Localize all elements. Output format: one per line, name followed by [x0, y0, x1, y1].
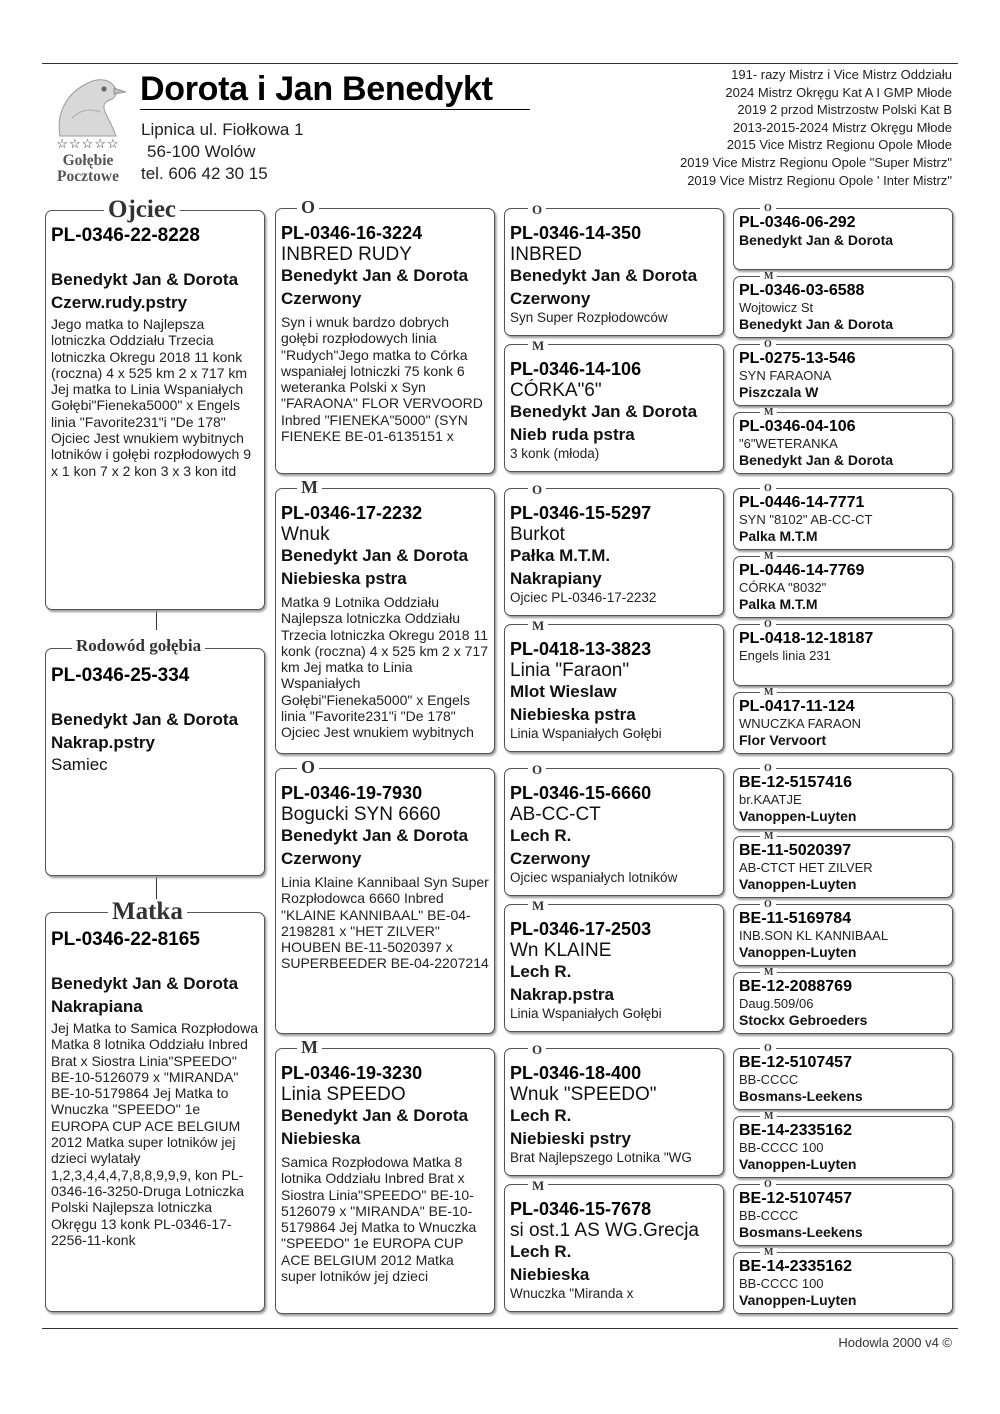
ancestor-card[interactable] [733, 1048, 953, 1110]
pigeon-owner: Pałka M.T.M. [510, 546, 611, 565]
pigeon-owner: Vanoppen-Luyten [739, 876, 857, 892]
pigeon-color: Czerwony [510, 848, 591, 868]
sex-label-m: M [760, 1112, 777, 1122]
great-grandparent-card[interactable] [504, 768, 724, 896]
ancestor-card[interactable] [733, 1184, 953, 1246]
pigeon-owner: Stockx Gebroeders [739, 1012, 868, 1028]
pigeon-ring: PL-0446-14-7771 [739, 494, 865, 511]
great-grandparent-card[interactable] [504, 904, 724, 1032]
achievement-item: 2024 Mistrz Okręgu Kat A I GMP Młode [725, 84, 952, 100]
pigeon-ring: PL-0346-17-2232 [281, 503, 423, 523]
sex-label-o: O [760, 764, 776, 774]
pigeon-ring: PL-0346-19-7930 [281, 783, 423, 803]
achievement-item: 2019 Vice Mistrz Regionu Opole "Super Mistrz" [680, 154, 952, 170]
father-note: Jego matka to Najlepsza lotniczka Oddziału Trzecia lotniczka Okregu 2018 11 konk (roczna) 4 x 525 km 2 x 717 km Jej matka to Linia Wspaniałych Gołębi"Fieneka5000" x Engels linia "Favorite231"i "De 178" Ojciec Jest wnukiem wybitnych lotników i gołębi rozpłodowych 9 x 1 kon 7 x 2 kon 3 x 3 kon itd [51, 316, 251, 479]
pigeon-owner: Piszczala W [739, 384, 819, 400]
ancestor-card[interactable] [733, 488, 953, 550]
sex-label-o: O [760, 900, 776, 910]
pigeon-ring: PL-0418-13-3823 [510, 639, 652, 659]
great-grandparent-card[interactable] [504, 624, 724, 752]
pigeon-name: INBRED RUDY [281, 244, 412, 265]
pigeon-name: Burkot [510, 524, 565, 545]
sex-label-m: M [760, 272, 777, 282]
mother-note: Jej Matka to Samica Rozpłodowa Matka 8 lotnika Oddziału Inbred Brat x Siostra Linia"SPEEDO" BE-10-5126079 x "MIRANDA" BE-10-5179864 Jej Matka to Wnuczka "SPEEDO" 1e EUROPA CUP ACE BELGIUM 2012 Matka super lotników jej dzieci wylatały 1,2,3,4,4,4,7,8,8,9,9,9, kon PL-0346-16-3250-Druga Lotniczka Polski Najlepsza lotniczka Okręgu 13 konk PL-0346-17-2256-11-konk [51, 1020, 258, 1248]
logo-text-line1: Gołębie [62, 152, 114, 169]
pigeon-note: Ojciec PL-0346-17-2232 [510, 590, 657, 605]
pigeon-owner: Vanoppen-Luyten [739, 1292, 857, 1308]
ancestor-card[interactable] [733, 208, 953, 270]
pigeon-head-icon [52, 74, 128, 138]
ancestor-card[interactable] [733, 344, 953, 406]
subject-owner: Benedykt Jan & Dorota [51, 710, 239, 729]
pigeon-ring: PL-0275-13-546 [739, 350, 856, 367]
mother-owner: Benedykt Jan & Dorota [51, 974, 239, 993]
sex-label-m: M [760, 832, 777, 842]
pigeon-name: WNUCZKA FARAON [739, 716, 862, 731]
sex-label-m: M [760, 968, 777, 978]
matka-label: Matka [108, 899, 187, 924]
pigeon-color: Niebieski pstry [510, 1128, 631, 1148]
bottom-rule [42, 1328, 958, 1329]
logo-stars: ☆☆☆☆☆ [56, 136, 120, 151]
pigeon-name: Wojtowicz St [739, 300, 814, 315]
pigeon-name: Wnuk "SPEEDO" [510, 1084, 657, 1105]
sex-label-m: M [760, 688, 777, 698]
sex-label-m: M [760, 1248, 777, 1258]
pigeon-ring: BE-12-5107457 [739, 1054, 852, 1071]
achievements-list [592, 66, 952, 189]
sex-label-o: O [760, 620, 776, 630]
pigeon-name: br.KAATJE [739, 792, 802, 807]
achievement-item: 191- razy Mistrz i Vice Mistrz Oddziału [731, 67, 952, 82]
subject-ring: PL-0346-25-334 [51, 665, 190, 686]
pigeon-color: Niebieska pstra [281, 568, 407, 588]
pigeon-ring: PL-0346-16-3224 [281, 223, 423, 243]
pigeon-ring: BE-14-2335162 [739, 1122, 852, 1139]
pigeon-owner: Palka M.T.M [739, 528, 818, 544]
pigeon-ring: PL-0346-15-7678 [510, 1199, 652, 1219]
pigeon-color: Czerwony [281, 288, 362, 308]
pigeon-name: Linia "Faraon" [510, 660, 630, 681]
ancestor-card[interactable] [733, 692, 953, 754]
pigeon-note: 3 konk (młoda) [510, 446, 600, 461]
pigeon-color: Czerwony [510, 288, 591, 308]
pigeon-owner: Lech R. [510, 826, 572, 845]
sex-label-o: O [528, 203, 546, 216]
pigeon-owner: Lech R. [510, 962, 572, 981]
sex-label-m: M [760, 408, 777, 418]
sex-label-m: M [760, 552, 777, 562]
father-color: Czerw.rudy.pstry [51, 292, 188, 312]
pigeon-name: BB-CCCC [739, 1072, 799, 1087]
pigeon-color: Nakrapiany [510, 568, 602, 588]
pigeon-name: Linia SPEEDO [281, 1084, 406, 1105]
achievement-item: 2015 Vice Mistrz Regionu Opole Młode [726, 137, 952, 153]
sex-label-o: O [528, 763, 546, 776]
pigeon-name: Wn KLAINE [510, 940, 612, 961]
grandparent-card[interactable] [275, 1048, 495, 1314]
pigeon-ring: BE-12-5157416 [739, 774, 852, 791]
pigeon-name: Bogucki SYN 6660 [281, 804, 441, 825]
sex-label-o: O [760, 340, 776, 350]
sex-label-m: M [528, 339, 548, 352]
sex-label-m: M [528, 899, 548, 912]
father-owner: Benedykt Jan & Dorota [51, 270, 239, 289]
pigeon-color: Nieb ruda pstra [510, 424, 635, 444]
pigeon-ring: BE-11-5020397 [739, 842, 852, 859]
pigeon-name: "6"WETERANKA [739, 436, 838, 451]
ancestor-card[interactable] [733, 624, 953, 686]
pigeon-owner: Benedykt Jan & Dorota [281, 546, 469, 565]
achievement-item: 2019 Vice Mistrz Regionu Opole ' Inter Mistrz" [687, 172, 952, 188]
great-grandparent-card[interactable] [504, 488, 724, 616]
pigeon-note: Brat Najlepszego Lotnika "WG [510, 1150, 692, 1165]
address-line2: 56-100 Wolów [147, 142, 256, 161]
pigeon-owner: Lech R. [510, 1106, 572, 1125]
ancestor-card[interactable] [733, 1252, 953, 1314]
achievement-item: 2019 2 przod Mistrzostw Polski Kat B [737, 102, 952, 118]
breeder-title: Dorota i Jan Benedykt [140, 70, 493, 108]
pigeon-ring: PL-0446-14-7769 [739, 562, 865, 579]
pigeon-owner: Benedykt Jan & Dorota [281, 266, 469, 285]
grandparent-card[interactable] [275, 488, 495, 754]
pigeon-ring: PL-0346-15-5297 [510, 503, 652, 523]
pigeon-ring: PL-0346-18-400 [510, 1063, 642, 1083]
pigeon-note: Matka 9 Lotnika Oddziału Najlepsza lotniczka Oddziału Trzecia lotniczka Okregu 2018 11 konk (roczna) 4 x 525 km 2 x 717 km Jej matka to Linia Wspaniałych Gołębi"Fieneka5000" x Engels linia "Favorite231"i "De 178" Ojciec Jest wnukiem wybitnych [281, 594, 488, 741]
ancestor-card[interactable] [733, 556, 953, 618]
phone: tel. 606 42 30 15 [141, 164, 268, 183]
pigeon-name: BB-CCCC [739, 1208, 799, 1223]
pigeon-ring: PL-0346-15-6660 [510, 783, 652, 803]
sex-label-o: O [760, 484, 776, 494]
pigeon-name: INB.SON KL KANNIBAAL [739, 928, 889, 943]
rodowod-label: Rodowód gołębia [72, 637, 205, 654]
pigeon-note: Linia Wspaniałych Gołębi [510, 1006, 662, 1021]
pigeon-owner: Lech R. [510, 1242, 572, 1261]
pigeon-owner: Bosmans-Leekens [739, 1088, 863, 1104]
pigeon-name: BB-CCCC 100 [739, 1276, 824, 1291]
sex-label-m: M [297, 478, 322, 496]
great-grandparent-card[interactable] [504, 1048, 724, 1176]
ancestor-card[interactable] [733, 276, 953, 338]
pigeon-ring: PL-0346-03-6588 [739, 282, 865, 299]
grandparent-card[interactable] [275, 208, 495, 474]
pigeon-owner: Benedykt Jan & Dorota [739, 452, 894, 468]
pigeon-logo [42, 68, 134, 184]
sex-label-m: M [528, 1179, 548, 1192]
pigeon-note: Syn Super Rozpłodowców [510, 310, 668, 325]
pigeon-note: Syn i wnuk bardzo dobrych gołębi rozpłodowych linia "Rudych"Jego matka to Córka wspaniałej lotniczki 75 konk 6 weteranka Polski x Syn "FARAONA" FLOR VERVOORD Inbred "FIENEKA"5000" (SYN FIENEKE BE-01-6135151 x [281, 314, 483, 445]
pigeon-owner: Mlot Wieslaw [510, 682, 617, 701]
sex-label-m: M [528, 619, 548, 632]
pigeon-color: Niebieska [281, 1128, 361, 1148]
ojciec-label: Ojciec [104, 197, 180, 222]
pigeon-name: CÓRKA "8032" [739, 580, 827, 595]
pigeon-ring: PL-0346-14-106 [510, 359, 642, 379]
father-ring: PL-0346-22-8228 [51, 225, 200, 246]
great-grandparent-card[interactable] [504, 1184, 724, 1312]
pigeon-owner: Benedykt Jan & Dorota [281, 826, 469, 845]
pigeon-ring: BE-11-5169784 [739, 910, 852, 927]
pigeon-owner: Flor Vervoort [739, 732, 827, 748]
pigeon-name: BB-CCCC 100 [739, 1140, 824, 1155]
pigeon-owner: Bosmans-Leekens [739, 1224, 863, 1240]
pigeon-owner: Vanoppen-Luyten [739, 944, 857, 960]
pigeon-ring: PL-0346-06-292 [739, 214, 856, 231]
pigeon-name: Daug.509/06 [739, 996, 814, 1011]
subject-sex: Samiec [51, 755, 108, 774]
pigeon-name: Wnuk [281, 524, 330, 545]
pigeon-ring: PL-0346-14-350 [510, 223, 642, 243]
sex-label-m: M [297, 1038, 322, 1056]
pigeon-ring: BE-14-2335162 [739, 1258, 852, 1275]
pigeon-ring: PL-0346-17-2503 [510, 919, 652, 939]
sex-label-o: O [528, 1043, 546, 1056]
pigeon-note: Linia Wspaniałych Gołębi [510, 726, 662, 741]
achievement-item: 2013-2015-2024 Mistrz Okręgu Młode [733, 119, 952, 135]
pigeon-name: AB-CTCT HET ZILVER [739, 860, 873, 875]
pigeon-ring: PL-0418-12-18187 [739, 630, 874, 647]
ancestor-card[interactable] [733, 768, 953, 830]
pigeon-color: Niebieska [510, 1264, 590, 1284]
ancestor-card[interactable] [733, 904, 953, 966]
ancestor-card[interactable] [733, 836, 953, 898]
pigeon-owner: Vanoppen-Luyten [739, 1156, 857, 1172]
connector-line [156, 608, 157, 630]
mother-color: Nakrapiana [51, 996, 143, 1016]
pigeon-ring: BE-12-5107457 [739, 1190, 852, 1207]
mother-card[interactable] [45, 912, 265, 1312]
pigeon-ring: BE-12-2088769 [739, 978, 852, 995]
pigeon-owner: Benedykt Jan & Dorota [510, 402, 698, 421]
pigeon-note: Ojciec wspaniałych lotników [510, 870, 678, 885]
ancestor-card[interactable] [733, 412, 953, 474]
pigeon-name: CÓRKA"6" [510, 380, 602, 401]
pigeon-note: Linia Klaine Kannibaal Syn Super Rozpłodowca 6660 Inbred "KLAINE KANNIBAAL" BE-04-2198281 x "HET ZILVER" HOUBEN BE-11-5020397 x SUPERBEEDER BE-04-2207214 [281, 874, 489, 972]
great-grandparent-card[interactable] [504, 344, 724, 472]
ancestor-card[interactable] [733, 1116, 953, 1178]
pigeon-owner: Benedykt Jan & Dorota [739, 316, 894, 332]
sex-label-o: O [760, 1180, 776, 1190]
pigeon-name: Engels linia 231 [739, 648, 831, 663]
pigeon-owner: Vanoppen-Luyten [739, 808, 857, 824]
pigeon-color: Nakrap.pstra [510, 984, 614, 1004]
sex-label-o: O [297, 758, 319, 776]
pigeon-color: Niebieska pstra [510, 704, 636, 724]
address-line1: Lipnica ul. Fiołkowa 1 [141, 120, 304, 139]
pigeon-name: SYN "8102" AB-CC-CT [739, 512, 873, 527]
sex-label-o: O [760, 204, 776, 214]
pigeon-ring: PL-0346-19-3230 [281, 1063, 423, 1083]
mother-ring: PL-0346-22-8165 [51, 929, 200, 950]
pigeon-owner: Benedykt Jan & Dorota [739, 232, 894, 248]
pigeon-ring: PL-0417-11-124 [739, 698, 855, 715]
title-underline [140, 109, 530, 110]
sex-label-o: O [760, 1044, 776, 1054]
logo-text-line2: Pocztowe [57, 168, 119, 185]
pigeon-name: INBRED [510, 244, 582, 265]
pigeon-name: AB-CC-CT [510, 804, 601, 825]
ancestor-card[interactable] [733, 972, 953, 1034]
subject-card[interactable] [45, 648, 265, 876]
pigeon-note: Samica Rozpłodowa Matka 8 lotnika Oddziału Inbred Brat x Siostra Linia"SPEEDO" BE-10-5126079 x "MIRANDA" BE-10-5179864 Jej Matka to Wnuczka "SPEEDO" 1e EUROPA CUP ACE BELGIUM 2012 Matka super lotników jej dzieci [281, 1154, 477, 1285]
pigeon-owner: Benedykt Jan & Dorota [281, 1106, 469, 1125]
sex-label-o: O [297, 198, 319, 216]
pigeon-name: SYN FARAONA [739, 368, 832, 383]
pigeon-ring: PL-0346-04-106 [739, 418, 856, 435]
grandparent-card[interactable] [275, 768, 495, 1034]
pigeon-note: Wnuczka "Miranda x [510, 1286, 634, 1301]
footer-credit: Hodowla 2000 v4 © [838, 1335, 952, 1350]
father-card[interactable] [45, 210, 265, 610]
sex-label-o: O [528, 483, 546, 496]
pigeon-owner: Palka M.T.M [739, 596, 818, 612]
pigeon-owner: Benedykt Jan & Dorota [510, 266, 698, 285]
pigeon-color: Czerwony [281, 848, 362, 868]
great-grandparent-card[interactable] [504, 208, 724, 336]
pigeon-name: si ost.1 AS WG.Grecja [510, 1220, 699, 1241]
subject-color: Nakrap.pstry [51, 732, 155, 752]
top-rule [42, 63, 958, 64]
